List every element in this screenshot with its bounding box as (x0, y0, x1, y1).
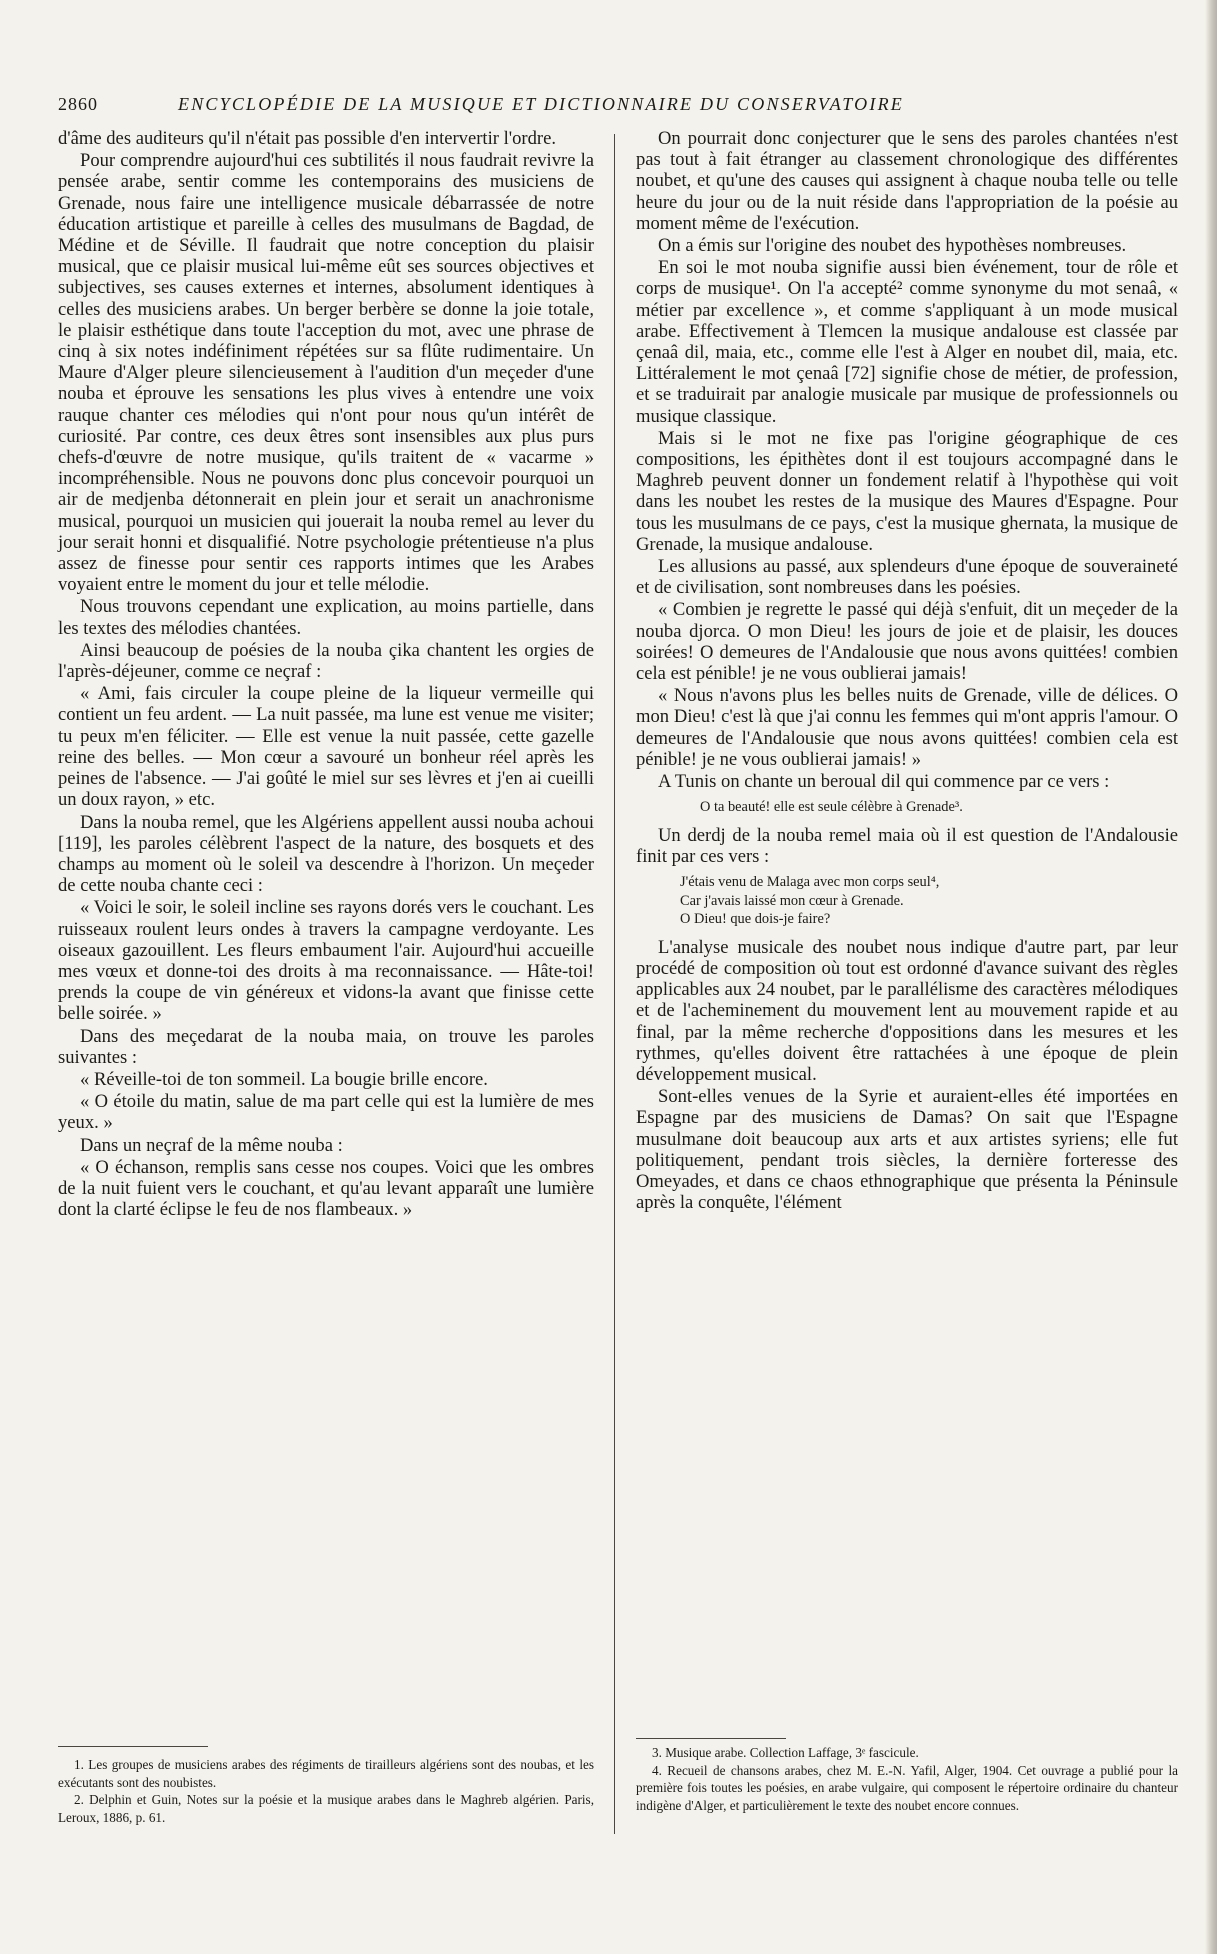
footnote: 2. Delphin et Guin, Notes sur la poésie et la musique arabes dans le Maghreb algérien. Paris, Leroux, 1886, p. 61. (58, 1792, 594, 1825)
column-divider (614, 134, 615, 1834)
paragraph: Un derdj de la nouba remel maia où il est question de l'Andalousie finit par ces vers : (636, 824, 1178, 867)
quote-paragraph: « Ami, fais circuler la coupe pleine de la liqueur vermeille qui contient un feu ardent. — La nuit passée, ma lune est venue me visiter; tu peux m'en féliciter. — Elle est venue la nuit passée, cette gazelle reine des belles. — Mon cœur a savouré un bonheur réel après les peines de l'absence. — J'ai goûté le miel sur ses lèvres et j'en ai cueilli un doux rayon, » etc. (58, 683, 594, 811)
paragraph: Dans des meçedarat de la nouba maia, on trouve les paroles suivantes : (58, 1025, 594, 1068)
paragraph: L'analyse musicale des noubet nous indique d'autre part, par leur procédé de composition où tout est ordonné d'avance suivant des règles applicables aux 24 noubet, par le parallélisme des caractères mélodiques et de l'acheminement du mouvement lent au mouvement rapide et au final, par la même recherche d'oppositions dans les mesures et les rythmes, qu'elles doivent être rattachées à une époque de plein développement musical. (636, 936, 1178, 1085)
footnote: 3. Musique arabe. Collection Laffage, 3ᵉ fascicule. (652, 1745, 919, 1760)
page-edge-shadow (1205, 0, 1217, 1954)
quote-paragraph: « Nous n'avons plus les belles nuits de Grenade, ville de délices. O mon Dieu! c'est là que j'ai connu les femmes qui m'ont appris l'amour. O demeures de l'Andalousie que nous avons quittées! combien cela est pénible! je ne vous oublierai jamais! » (636, 685, 1178, 770)
right-column (636, 128, 1178, 1214)
paragraph: Dans un neçraf de la même nouba : (80, 1134, 343, 1156)
quote-paragraph: « Combien je regrette le passé qui déjà s'enfuit, dit un meçeder de la nouba djorca. O mon Dieu! les jours de joie et de plaisir, les douces soirées! O demeures de l'Andalousie que nous avons quittées! combien cela est pénible! je ne vous oublierai jamais! (636, 599, 1178, 685)
footnote-rule (636, 1738, 786, 1739)
verse-line: Car j'avais laissé mon cœur à Grenade. (680, 892, 904, 909)
verse-line: J'étais venu de Malaga avec mon corps seul⁴, (680, 874, 940, 891)
footnote: 4. Recueil de chansons arabes, chez M. E.-N. Yafil, Alger, 1904. Cet ouvrage a publié pour la première fois toutes les poésies, en arabe vulgaire, qui composent le répertoire ordinaire du chanteur indigène d'Alger, et particulièrement le texte des noubet encore connues. (636, 1762, 1178, 1813)
verse-block (700, 798, 1178, 817)
paragraph: Nous trouvons cependant une explication, au moins partielle, dans les textes des mélodies chantées. (58, 596, 594, 639)
quote-paragraph: « Réveille-toi de ton sommeil. La bougie brille encore. (80, 1068, 488, 1090)
paragraph: Sont-elles venues de la Syrie et auraient-elles été importées en Espagne par des musiciens de Damas? On sait que l'Espagne musulmane doit beaucoup aux arts et aux artistes syriens; elle fut politiquement, pendant trois siècles, la dernière forteresse des Omeyades, et dans ce chaos ethnographique que présenta la Péninsule après la conquête, l'élément (636, 1086, 1178, 1214)
page-header (58, 94, 1058, 120)
paragraph: Dans la nouba remel, que les Algériens appellent aussi nouba achoui [119], les paroles célèbrent l'aspect de la nature, des bosquets et des champs au moment où le soleil va descendre à l'horizon. Un meçeder de cette nouba chante ceci : (58, 811, 594, 897)
quote-paragraph: « O étoile du matin, salue de ma part celle qui est la lumière de mes yeux. » (58, 1091, 594, 1134)
paragraph: On a émis sur l'origine des noubet des hypothèses nombreuses. (658, 235, 1127, 257)
page-number: 2860 (58, 94, 98, 114)
footnote: 1. Les groupes de musiciens arabes des régiments de tirailleurs algériens sont des noubas, et les exécutants sont des noubistes. (58, 1757, 594, 1790)
verse-line: O Dieu! que dois-je faire? (680, 911, 831, 928)
quote-paragraph: « O échanson, remplis sans cesse nos coupes. Voici que les ombres de la nuit fuient vers le couchant, et qu'au levant apparaît une lumière dont la clarté éclipse le feu de nos flambeaux. » (58, 1156, 594, 1221)
paragraph: Les allusions au passé, aux splendeurs d'une époque de souveraineté et de civilisation, sont nombreuses dans les poésies. (636, 556, 1178, 599)
paragraph: Ainsi beaucoup de poésies de la nouba çika chantent les orgies de l'après-déjeuner, comme ce neçraf : (58, 639, 594, 683)
paragraph: On pourrait donc conjecturer que le sens des paroles chantées n'est pas tout à fait étranger au classement chronologique des différentes noubet, et qu'une des causes qui assignent à chaque nouba telle ou telle heure du jour ou de la nuit réside dans l'appropriation de la poésie au moment même de l'exécution. (636, 128, 1178, 234)
left-footnotes (58, 1756, 594, 1826)
running-title: ENCYCLOPÉDIE DE LA MUSIQUE ET DICTIONNAIRE DU CONSERVATOIRE (178, 94, 904, 114)
left-column (58, 128, 594, 1221)
paragraph: En soi le mot nouba signifie aussi bien événement, tour de rôle et corps de musique¹. On l'a accepté² comme synonyme du mot senaâ, « métier par excellence », et comme s'appliquant à un mode musical arabe. Effectivement à Tlemcen la musique andalouse est classée par çenaâ dil, maia, etc., comme elle l'est à Alger en noubet dil, maia, etc. Littéralement le mot çenaâ [72] signifie chose de métier, de profession, et se traduirait par analogie musicale par musique de professionnels ou musique classique. (636, 257, 1178, 427)
paragraph: d'âme des auditeurs qu'il n'était pas possible d'en intervertir l'ordre. (58, 128, 556, 149)
verse-block (680, 873, 1178, 929)
quote-paragraph: « Voici le soir, le soleil incline ses rayons dorés vers le couchant. Les ruisseaux roulent leurs ondes à travers la campagne verdoyante. Les oiseaux gazouillent. Les fleurs embaument l'air. Aujourd'hui accueille mes vœux et donne-toi des droits à ma reconnaissance. — Hâte-toi! prends la coupe de vin généreux et vidons-la avant que finisse cette belle soirée. » (58, 897, 594, 1025)
paragraph: Pour comprendre aujourd'hui ces subtilités il nous faudrait revivre la pensée arabe, sentir comme les contemporains des musiciens de Grenade, nous faire une intelligence musicale débarrassée de notre éducation artistique et pareille à celles des musulmans de Bagdad, de Médine et de Séville. Il faudrait que notre conception du plaisir musical, que ce plaisir musical lui-même eût ses sources objectives et subjectives, ses causes externes et internes, absolument identiques à celles des musiciens arabes. Un berger berbère se donne la joie totale, le plaisir esthétique dans toute l'acception du mot, avec une phrase de cinq à six notes indéfiniment répétées sur sa flûte rudimentaire. Un Maure d'Alger pleure silencieusement à l'audition d'un meçeder d'une nouba et éprouve les sensations les plus vives à entendre une voix rauque chanter ces mélodies qui n'ont pour nous qu'un intérêt de curiosité. Par contre, ces deux êtres sont insensibles aux plus purs chefs-d'œuvre de notre musique, qu'ils traitent de « vacarme » incompréhensible. Nous ne pouvons donc plus concevoir pourquoi un air de medjenba détonnerait en plein jour et serait un anachronisme musical, pourquoi un musicien qui jouerait la nouba remel au lever du jour serait honni et disqualifié. Notre psychologie prétentieuse n'a plus assez de finesse pour sentir ces rapports intimes que les Arabes voyaient entre le moment du jour et telle mélodie. (58, 150, 594, 596)
paragraph: A Tunis on chante un beroual dil qui commence par ce vers : (658, 771, 1110, 793)
verse-line: O ta beauté! elle est seule célèbre à Grenade³. (700, 799, 963, 816)
footnote-rule (58, 1746, 208, 1747)
right-footnotes (636, 1744, 1178, 1814)
paragraph: Mais si le mot ne fixe pas l'origine géographique de ces compositions, les épithètes dont il est toujours accompagné dans le Maghreb peuvent donner un fondement relatif à l'hypothèse qui voit dans les noubet les restes de la musique des Maures d'Espagne. Pour tous les musulmans de ce pays, c'est la musique ghernata, la musique de Grenade, la musique andalouse. (636, 427, 1178, 555)
